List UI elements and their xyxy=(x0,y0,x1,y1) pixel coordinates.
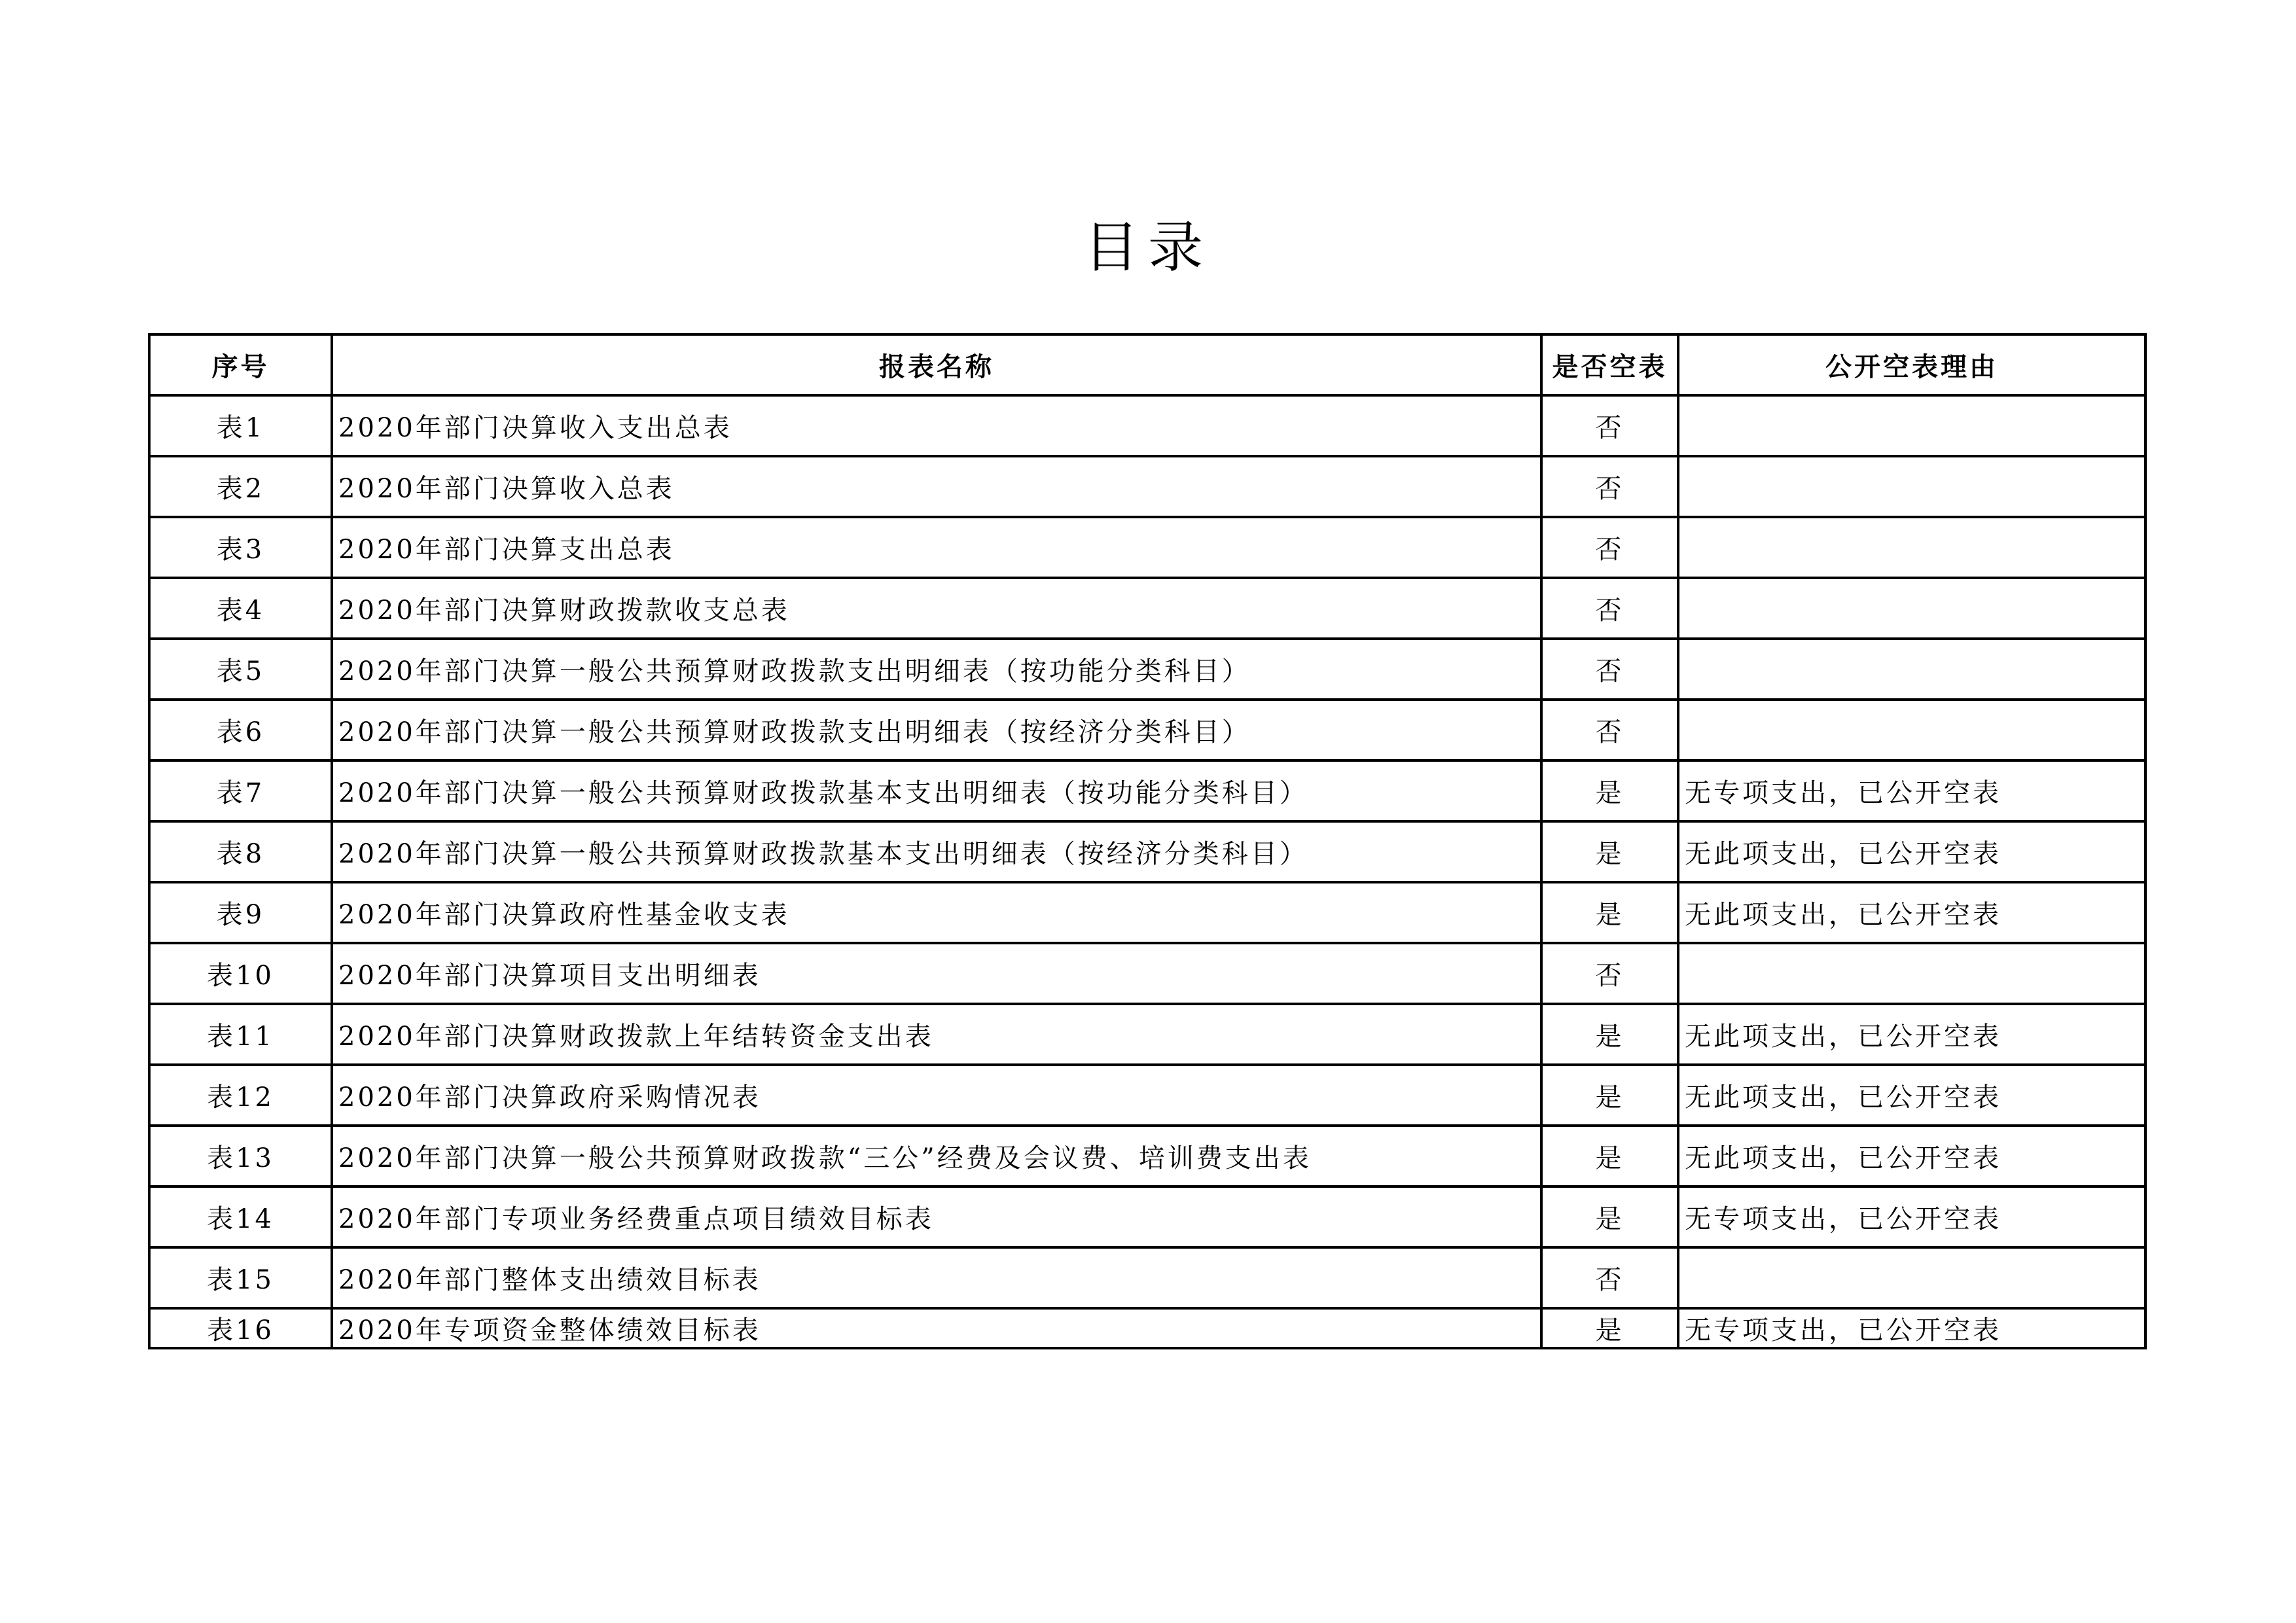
row-serial-no: 表10 xyxy=(149,943,332,1004)
row-empty-reason: 无此项支出，已公开空表 xyxy=(1678,1065,2145,1126)
row-is-empty: 否 xyxy=(1541,700,1678,760)
row-empty-reason: 无此项支出，已公开空表 xyxy=(1678,882,2145,943)
row-report-name: 2020年部门决算财政拨款上年结转资金支出表 xyxy=(332,1004,1541,1065)
row-serial-no: 表5 xyxy=(149,639,332,700)
row-serial-no: 表8 xyxy=(149,821,332,882)
row-is-empty: 是 xyxy=(1541,1126,1678,1186)
table-row xyxy=(149,1065,2145,1126)
table-row xyxy=(149,760,2145,821)
row-empty-reason xyxy=(1678,517,2145,578)
row-empty-reason xyxy=(1678,395,2145,456)
row-empty-reason: 无此项支出，已公开空表 xyxy=(1678,1004,2145,1065)
row-is-empty: 否 xyxy=(1541,1247,1678,1308)
row-report-name: 2020年部门决算一般公共预算财政拨款“三公”经费及会议费、培训费支出表 xyxy=(332,1126,1541,1186)
row-empty-reason: 无专项支出，已公开空表 xyxy=(1678,760,2145,821)
row-report-name: 2020年部门决算支出总表 xyxy=(332,517,1541,578)
row-serial-no: 表6 xyxy=(149,700,332,760)
table-header-row xyxy=(149,334,2145,395)
row-is-empty: 否 xyxy=(1541,639,1678,700)
row-report-name: 2020年部门决算收入支出总表 xyxy=(332,395,1541,456)
row-empty-reason: 无专项支出，已公开空表 xyxy=(1678,1308,2145,1348)
table-row xyxy=(149,517,2145,578)
row-report-name: 2020年部门决算一般公共预算财政拨款支出明细表（按功能分类科目） xyxy=(332,639,1541,700)
row-report-name: 2020年部门决算一般公共预算财政拨款基本支出明细表（按经济分类科目） xyxy=(332,821,1541,882)
table-row xyxy=(149,1308,2145,1348)
row-is-empty: 是 xyxy=(1541,760,1678,821)
row-serial-no: 表4 xyxy=(149,578,332,639)
table-row xyxy=(149,882,2145,943)
row-serial-no: 表9 xyxy=(149,882,332,943)
row-report-name: 2020年部门决算收入总表 xyxy=(332,456,1541,517)
page-title: 目录 xyxy=(1083,215,1212,279)
row-is-empty: 否 xyxy=(1541,456,1678,517)
header-serial-no: 序号 xyxy=(149,334,332,395)
row-serial-no: 表7 xyxy=(149,760,332,821)
header-report-name: 报表名称 xyxy=(332,334,1541,395)
table-row xyxy=(149,700,2145,760)
row-report-name: 2020年部门专项业务经费重点项目绩效目标表 xyxy=(332,1186,1541,1247)
row-report-name: 2020年部门决算一般公共预算财政拨款基本支出明细表（按功能分类科目） xyxy=(332,760,1541,821)
row-serial-no: 表2 xyxy=(149,456,332,517)
row-is-empty: 是 xyxy=(1541,1308,1678,1348)
row-serial-no: 表15 xyxy=(149,1247,332,1308)
row-serial-no: 表13 xyxy=(149,1126,332,1186)
row-is-empty: 是 xyxy=(1541,821,1678,882)
row-report-name: 2020年部门决算一般公共预算财政拨款支出明细表（按经济分类科目） xyxy=(332,700,1541,760)
row-is-empty: 是 xyxy=(1541,882,1678,943)
row-empty-reason xyxy=(1678,1247,2145,1308)
table-row xyxy=(149,943,2145,1004)
row-empty-reason: 无此项支出，已公开空表 xyxy=(1678,1126,2145,1186)
row-report-name: 2020年部门决算财政拨款收支总表 xyxy=(332,578,1541,639)
table-row xyxy=(149,821,2145,882)
row-report-name: 2020年专项资金整体绩效目标表 xyxy=(332,1308,1541,1348)
table-row xyxy=(149,578,2145,639)
table-row xyxy=(149,395,2145,456)
header-is-empty: 是否空表 xyxy=(1541,334,1678,395)
row-is-empty: 否 xyxy=(1541,395,1678,456)
row-report-name: 2020年部门整体支出绩效目标表 xyxy=(332,1247,1541,1308)
row-is-empty: 是 xyxy=(1541,1186,1678,1247)
table-row xyxy=(149,456,2145,517)
row-empty-reason xyxy=(1678,639,2145,700)
row-empty-reason: 无专项支出，已公开空表 xyxy=(1678,1186,2145,1247)
toc-table xyxy=(148,333,2147,1349)
row-serial-no: 表11 xyxy=(149,1004,332,1065)
row-empty-reason xyxy=(1678,700,2145,760)
table-row xyxy=(149,1247,2145,1308)
row-empty-reason xyxy=(1678,943,2145,1004)
row-serial-no: 表12 xyxy=(149,1065,332,1126)
row-report-name: 2020年部门决算项目支出明细表 xyxy=(332,943,1541,1004)
row-report-name: 2020年部门决算政府性基金收支表 xyxy=(332,882,1541,943)
row-serial-no: 表3 xyxy=(149,517,332,578)
table-row xyxy=(149,1004,2145,1065)
table-row xyxy=(149,639,2145,700)
row-empty-reason xyxy=(1678,578,2145,639)
table-row xyxy=(149,1186,2145,1247)
row-empty-reason xyxy=(1678,456,2145,517)
row-is-empty: 否 xyxy=(1541,943,1678,1004)
row-serial-no: 表14 xyxy=(149,1186,332,1247)
header-empty-reason: 公开空表理由 xyxy=(1678,334,2145,395)
row-empty-reason: 无此项支出，已公开空表 xyxy=(1678,821,2145,882)
row-serial-no: 表16 xyxy=(149,1308,332,1348)
row-report-name: 2020年部门决算政府采购情况表 xyxy=(332,1065,1541,1126)
row-is-empty: 否 xyxy=(1541,517,1678,578)
row-is-empty: 否 xyxy=(1541,578,1678,639)
row-is-empty: 是 xyxy=(1541,1004,1678,1065)
row-serial-no: 表1 xyxy=(149,395,332,456)
table-row xyxy=(149,1126,2145,1186)
row-is-empty: 是 xyxy=(1541,1065,1678,1126)
